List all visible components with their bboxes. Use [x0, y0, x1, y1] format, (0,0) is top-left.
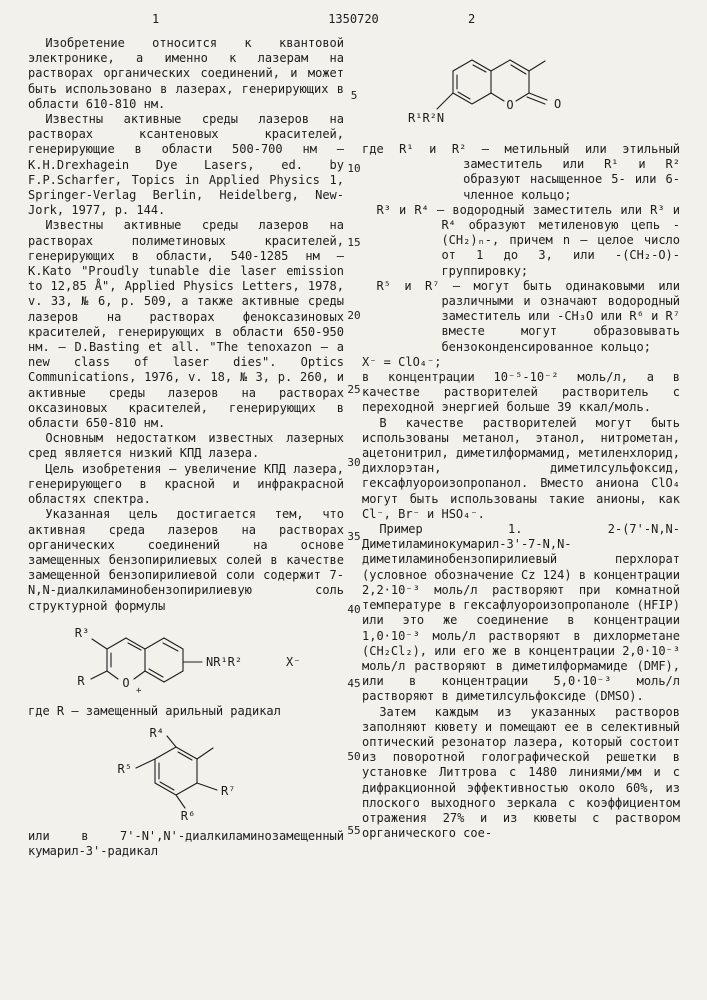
left-column	[28, 36, 344, 859]
r4-label: R⁴	[149, 725, 164, 740]
paragraph-concentration: в концентрации 10⁻⁵-10⁻² моль/л, а в качестве растворителей растворитель с переходной энергией больше 39 ккал/моль.	[362, 370, 680, 415]
paragraph-closing: или в 7'-N',N'-диалкиламинозамещенный кумарил-3'-радикал	[28, 828, 344, 859]
amine-label: NR¹R²	[206, 654, 243, 669]
line-number: 55	[347, 824, 361, 837]
carbonyl-oxygen-label: O	[554, 97, 562, 111]
column-number-right: 2	[468, 12, 476, 26]
definition-r1-r2: где R¹ и R² — метильный или этильный заместитель или R¹ и R² образуют насыщенное 5- или 6-членное кольцо;	[362, 142, 680, 202]
benzopyrylium-structure	[28, 620, 344, 700]
column-number-left: 1	[152, 12, 160, 26]
r3-label: R³	[74, 625, 90, 640]
line-number: 10	[347, 162, 361, 175]
line-number: 5	[350, 89, 358, 102]
aryl-skeleton	[76, 725, 296, 825]
definition-r3-r4: R³ и R⁴ — водородный заместитель или R³ и R⁴ образуют метиленовую цепь -(CH₂)ₙ-, причем n — целое число от 1 до 3, или -(CH₂-O)- группировку;	[376, 202, 680, 278]
plus-charge-label: +	[136, 685, 142, 696]
paragraph-example-1: Пример 1. 2-(7'-N,N-Диметиламинокумарил-3'-7-N,N-диметиламинобензопирилиевый перхлорат (условное обозначение Cz 124) в концентрации 2,2·10⁻³ моль/л растворяют при комнатной температуре в гексафлуороизопропаноле (HFIP) или это же соединение в концентрации 1,0·10⁻³ моль/л растворяют в дихлорметане (CH₂Cl₂), или его же в концентрации 2,0·10⁻³ моль/л растворяют в диметилформамиде (DMF), или в концентрации 5,0·10⁻³ моль/л растворяют в диметилсульфоксиде (DMSO).	[362, 522, 680, 704]
r5-label: R⁵	[117, 761, 132, 776]
r7-label: R⁷	[221, 783, 236, 798]
line-number: 30	[347, 456, 361, 469]
benzopyrylium-skeleton	[46, 620, 326, 700]
right-column	[362, 36, 680, 841]
r6-label: R⁶	[180, 808, 196, 823]
paragraph-goal: Цель изобретения — увеличение КПД лазера, генерирующего в красной и инфракрасной областях спектра.	[28, 461, 344, 507]
patent-number: 1350720	[328, 12, 379, 26]
paragraph-intro: Изобретение относится к квантовой электронике, а именно к лазерам на растворах органических соединений, и может быть использовано в лазерах, генерирующих в области 610-810 нм.	[28, 36, 344, 111]
paragraph-solution: Указанная цель достигается тем, что активная среда лазеров на растворах органических соединений на основе замещенных бензопирилиевых солей в качестве замещенной бензопирилиевой соли содержит 7-N,N-диалкиламинобензопирилиевую соль структурной формулы	[28, 507, 344, 613]
paragraph-prior-art-2: Известны активные среды лазеров на растворах полиметиновых красителей, генерирующих в области, 540-1285 нм — K.Kato "Proudly tunable die laser emission to 12,85 Å", Applied Physics Letters, 1978, v. 33, № 6, p. 509, а также активные среды лазеров на растворах феноксазиновых красителей, генерирующих в области 650-950 нм. — D.Basting et all. "The tenoxazon — a new class of laser dies". Optics Communications, 1976, v. 18, № 3, p. 260, и активные среды лазеров на растворах оксазиновых красителей, генерирующих в области 650-810 нм.	[28, 218, 344, 431]
paragraph-solvents: В качестве растворителей могут быть использованы метанол, этанол, нитрометан, ацетонитрил, диметилформамид, метиленхлорид, дихлорэтан, диметилсульфоксид, гексафлуороизопропанол. Вместо аниона ClO₄ могут быть использованы такие анионы, как Cl⁻, Br⁻ и HSO₄⁻.	[362, 415, 680, 521]
line-number: 15	[347, 236, 361, 249]
paragraph-resonator: Затем каждым из указанных растворов заполняют кювету и помещают ее в селективный оптический резонатор лазера, который состоит из поворотной голографической решетки в установке Литтрова с 1480 линиями/мм и с дифракционной эффективностью около 60%, из плоского выходного зеркала с коэффициентом отражения 27% и из кюветы с раствором органического сое-	[362, 704, 680, 841]
coumarin-skeleton	[406, 42, 636, 138]
ring-oxygen-label: O	[122, 675, 130, 690]
line-number: 35	[347, 530, 361, 543]
aryl-structure	[28, 725, 344, 825]
ring-oxygen-label: O	[506, 98, 514, 112]
paragraph-drawback: Основным недостатком известных лазерных сред является низкий КПД лазера.	[28, 431, 344, 461]
line-number: 50	[347, 750, 361, 763]
r-label: R	[77, 673, 85, 688]
definition-r5-r7: R⁵ и R⁷ — могут быть одинаковыми или различными и означают водородный заместитель или -CH₃O или R⁶ и R⁷ вместе могут образовывать бензоконденсированное кольцо;	[376, 278, 680, 354]
line-number: 25	[347, 383, 361, 396]
formula-caption: где R — замещенный арильный радикал	[28, 703, 281, 718]
paragraph-prior-art-1: Известны активные среды лазеров на растворах ксантеновых красителей, генерирующие в области 500-700 нм — K.H.Drexhagein Dye Lasers, ed. by F.P.Scharfer, Topics in Applied Physics 1, Springer-Verlag Berlin, Heidelberg, New-Jork, 1977, p. 144.	[28, 112, 344, 218]
line-number: 40	[347, 603, 361, 616]
definition-anion: X⁻ = ClO₄⁻;	[362, 354, 442, 369]
line-number: 45	[347, 677, 361, 690]
line-number: 20	[347, 309, 361, 322]
amine-label: R¹R²N	[408, 111, 445, 125]
counterion-label: X⁻	[286, 654, 301, 669]
coumarin-structure	[362, 42, 680, 138]
